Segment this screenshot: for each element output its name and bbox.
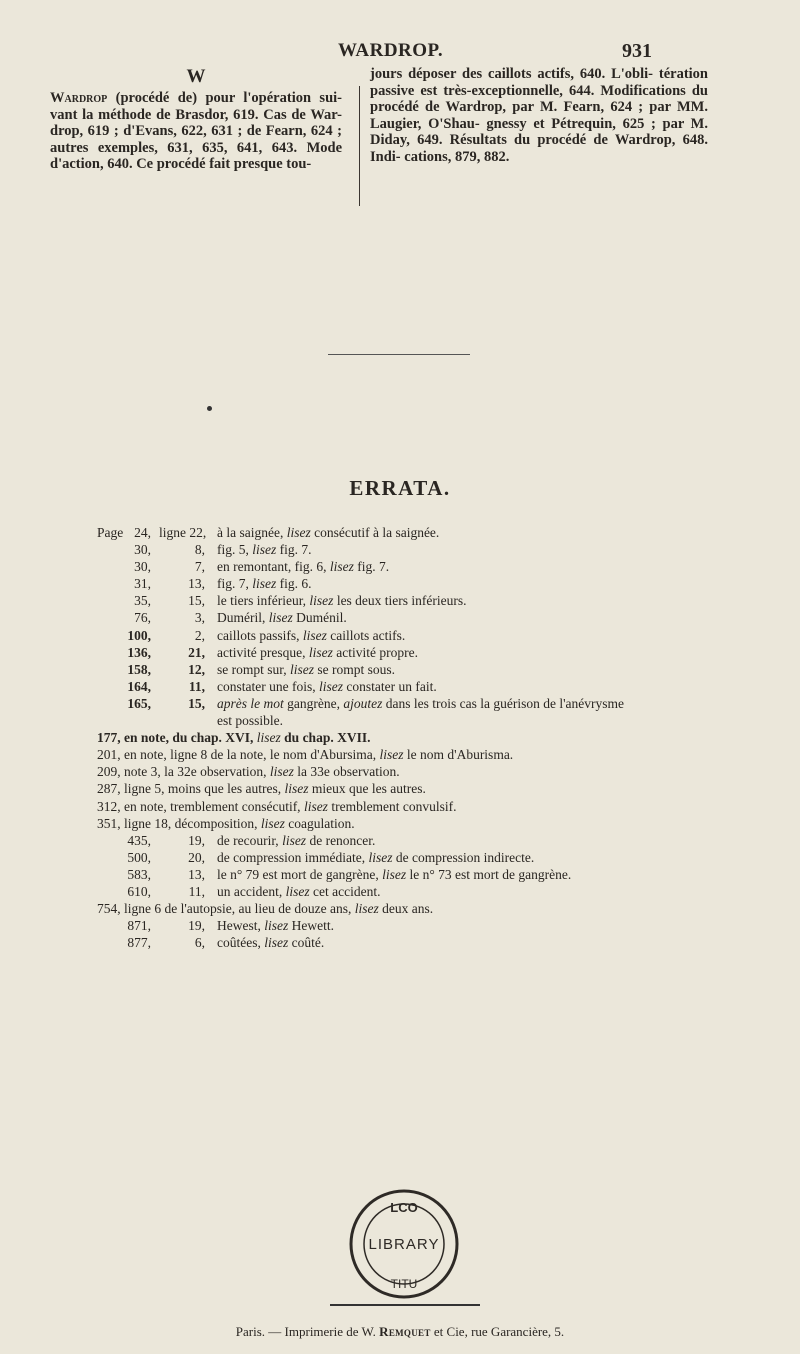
errata-text: 754, ligne 6 de l'autopsie, au lieu de douze ans, lisez deux ans.	[97, 901, 434, 917]
errata-text: de recourir, lisez de renoncer.	[217, 832, 376, 848]
errata-line: 15,	[188, 695, 205, 711]
errata-page: 500,	[127, 849, 151, 865]
index-left-text: (procédé de) pour l'opération sui- vant la méthode de Brasdor, 619. Cas de War- drop, 619 ; d'Evans, 622, 631 ; de Fearn, 624 ; autres exemples, 631, 635, 641, 643. Mode d'action, 640. Ce procédé fait presque tou-	[50, 90, 342, 173]
errata-row	[97, 763, 767, 780]
errata-line: 3,	[194, 610, 205, 626]
errata-row	[97, 695, 767, 729]
errata-page: 871,	[127, 918, 151, 934]
errata-title: ERRATA.	[349, 476, 451, 500]
index-letter: W	[186, 66, 206, 87]
errata-row	[97, 815, 767, 832]
errata-page: 30,	[134, 559, 151, 575]
errata-text: 351, ligne 18, décomposition, lisez coagulation.	[97, 815, 355, 831]
errata-text: 287, ligne 5, moins que les autres, lisez mieux que les autres.	[97, 781, 426, 797]
errata-line: 15,	[188, 593, 205, 609]
errata-row	[97, 849, 767, 866]
errata-page: 165,	[127, 695, 151, 711]
errata-text: activité presque, lisez activité propre.	[217, 644, 418, 660]
errata-row	[97, 592, 767, 609]
errata-page: 31,	[134, 576, 151, 592]
stamp-library-text: LIBRARY	[368, 1236, 440, 1253]
errata-page: 877,	[127, 935, 151, 951]
errata-text: de compression immédiate, lisez de compression indirecte.	[217, 849, 535, 865]
section-divider	[328, 354, 470, 355]
errata-text: 312, en note, tremblement consécutif, lisez tremblement convulsif.	[97, 798, 457, 814]
errata-row	[97, 798, 767, 815]
errata-text: en remontant, fig. 6, lisez fig. 7.	[217, 559, 390, 575]
errata-page: 583,	[127, 866, 151, 882]
errata-line: 2,	[194, 627, 205, 643]
errata-row	[97, 541, 767, 558]
index-entry-head: Wardrop	[50, 90, 108, 106]
errata-text: 201, en note, ligne 8 de la note, le nom d'Abursima, lisez le nom d'Aburisma.	[97, 747, 514, 763]
errata-row	[97, 644, 767, 661]
page-number: 931	[622, 40, 652, 62]
errata-text: caillots passifs, lisez caillots actifs.	[217, 627, 406, 643]
errata-text: après le mot gangrène, ajoutez dans les trois cas la guérison de l'anévrysme	[217, 695, 624, 711]
errata-text: le tiers inférieur, lisez les deux tiers inférieurs.	[217, 593, 467, 609]
errata-text: coûtées, lisez coûté.	[217, 935, 325, 951]
column-rule	[359, 86, 360, 206]
index-column-left	[50, 66, 342, 173]
errata-row	[97, 934, 767, 951]
errata-row	[97, 661, 767, 678]
errata-row	[97, 575, 767, 592]
errata-text: constater une fois, lisez constater un fait.	[217, 678, 437, 694]
errata-line: 11,	[188, 678, 205, 694]
errata-text: 209, note 3, la 32e observation, lisez la 33e observation.	[97, 764, 400, 780]
line-word: ligne	[159, 525, 186, 540]
errata-line: 6,	[194, 935, 205, 951]
errata-text: fig. 5, lisez fig. 7.	[217, 542, 312, 558]
errata-row	[97, 917, 767, 934]
errata-line: 21,	[188, 644, 205, 660]
stamp-underline	[330, 1304, 480, 1306]
errata-page: 136,	[127, 644, 151, 660]
errata-row	[97, 558, 767, 575]
errata-page: 164,	[127, 678, 151, 694]
ink-speck	[207, 406, 212, 411]
errata-text: un accident, lisez cet accident.	[217, 883, 381, 899]
errata-text: Hewest, lisez Hewett.	[217, 918, 334, 934]
errata-line: ligne 22,	[159, 525, 207, 540]
errata-list	[97, 524, 767, 951]
errata-page: 610,	[127, 883, 151, 899]
errata-row	[97, 866, 767, 883]
library-stamp	[348, 1188, 460, 1300]
errata-text: fig. 7, lisez fig. 6.	[217, 576, 312, 592]
errata-text: à la saignée, lisez consécutif à la saignée.	[217, 525, 440, 540]
errata-row	[97, 780, 767, 797]
errata-row	[97, 832, 767, 849]
index-right-text: jours déposer des caillots actifs, 640. L'obli- tération passive est très-exceptionnelle, 644. Modifications du procédé de Wardrop, par M. Fearn, 624 ; par MM. Laugier, O'Shau- gnessy et Pétrequin, 625 ; par M. Diday, 649. Résultats du procédé de Wardrop, 648. Indi- cations, 879, 882.	[370, 66, 708, 165]
errata-page: 35,	[134, 593, 151, 609]
errata-page: 435,	[127, 832, 151, 848]
page-prefix: Page	[97, 525, 124, 540]
errata-line: 7,	[194, 559, 205, 575]
errata-row	[97, 746, 767, 763]
errata-line: 11,	[188, 883, 205, 899]
errata-line: 13,	[188, 576, 205, 592]
errata-page: 30,	[134, 542, 151, 558]
errata-row	[97, 900, 767, 917]
errata-line: 8,	[194, 542, 205, 558]
stamp-top-text: LCO	[390, 1200, 418, 1215]
errata-continuation: est possible.	[217, 713, 283, 729]
errata-text: Duméril, lisez Duménil.	[217, 610, 347, 626]
errata-page: 158,	[127, 661, 151, 677]
errata-row	[97, 524, 767, 541]
errata-line: 12,	[188, 661, 205, 677]
errata-page: 76,	[134, 610, 151, 626]
printer-imprint: Paris. — Imprimerie de W. Remquet et Cie, rue Garancière, 5.	[235, 1324, 565, 1339]
errata-line: 19,	[188, 918, 205, 934]
errata-page: 100,	[127, 627, 151, 643]
running-title: WARDROP.	[338, 40, 444, 61]
errata-text: le n° 79 est mort de gangrène, lisez le n° 73 est mort de gangrène.	[217, 866, 572, 882]
errata-row	[97, 609, 767, 626]
errata-row	[97, 627, 767, 644]
errata-row	[97, 729, 767, 746]
stamp-bottom-text: TITU	[390, 1277, 418, 1291]
errata-line: 13,	[188, 866, 205, 882]
errata-text: 177, en note, du chap. XVI, lisez du chap. XVII.	[97, 730, 371, 746]
errata-page: 24,	[134, 525, 151, 540]
errata-text: se rompt sur, lisez se rompt sous.	[217, 661, 395, 677]
errata-row	[97, 883, 767, 900]
errata-row	[97, 678, 767, 695]
running-head	[0, 40, 800, 64]
index-column-right	[370, 66, 708, 166]
errata-line: 20,	[188, 849, 205, 865]
errata-line: 19,	[188, 832, 205, 848]
